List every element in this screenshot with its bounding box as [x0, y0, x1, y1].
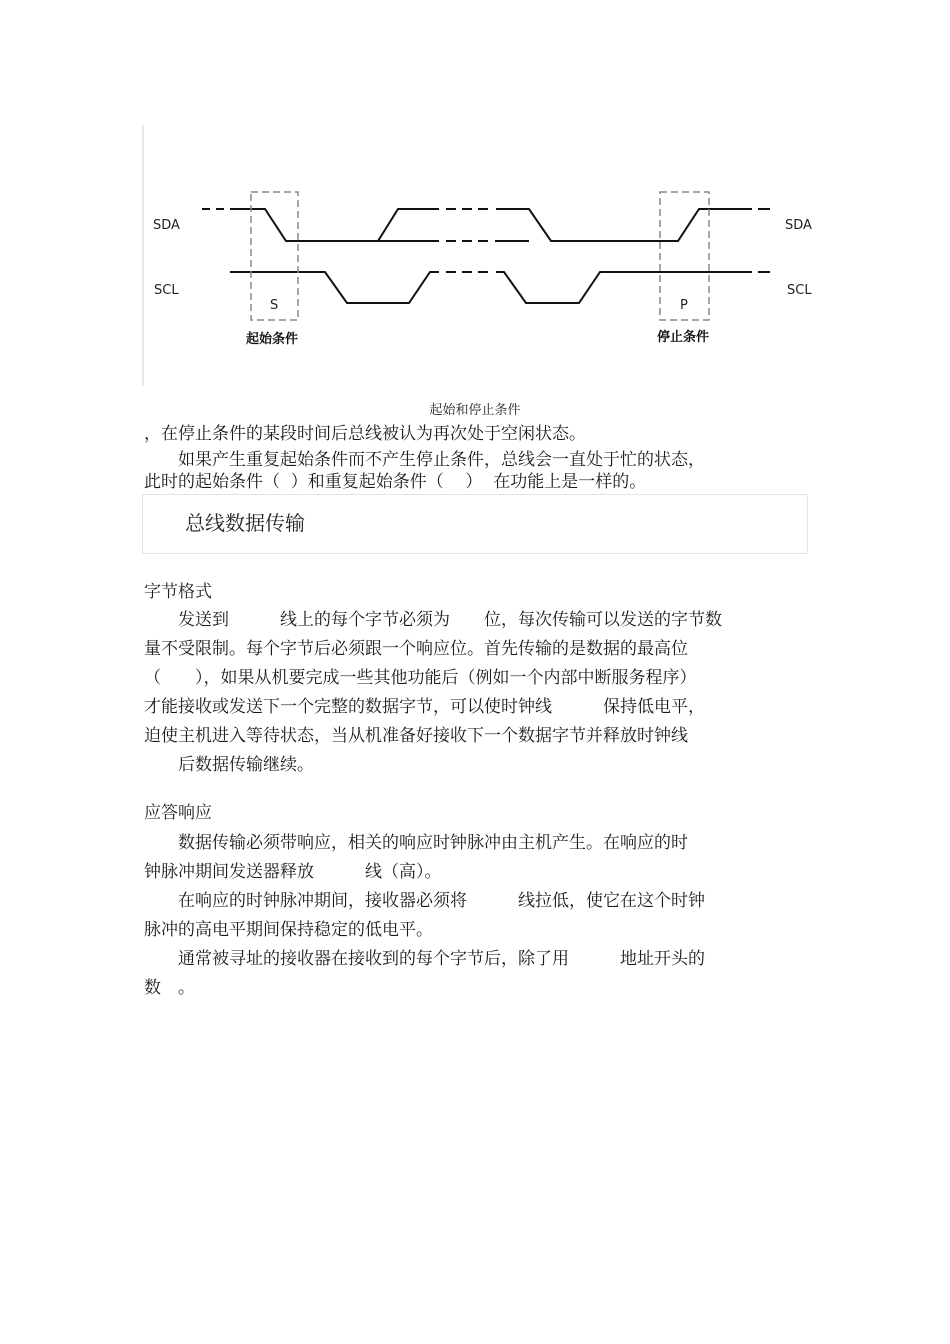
- start-marker: S: [270, 298, 279, 313]
- ack-line-5: 通常被寻址的接收器在接收到的每个字节后，除了用 地址开头的: [144, 949, 705, 969]
- stop-marker: P: [680, 298, 688, 313]
- scl-left-label: SCL: [154, 283, 179, 298]
- byte-format-line-4: 才能接收或发送下一个完整的数据字节，可以使时钟线 保持低电平，: [144, 697, 705, 717]
- byte-format-line-6: 后数据传输继续。: [144, 755, 314, 775]
- sda-right-label: SDA: [785, 218, 812, 233]
- byte-format-line-3: （ ），如果从机要完成一些其他功能后（例如一个内部中断服务程序）: [144, 668, 697, 688]
- paragraph-idle-line: ，在停止条件的某段时间后总线被认为再次处于空闲状态。: [144, 424, 586, 444]
- subheading-byte-format: 字节格式: [144, 582, 212, 602]
- section-title: 总线数据传输: [185, 511, 305, 535]
- sda-waveform: [202, 209, 770, 241]
- timing-diagram: [140, 122, 830, 392]
- ack-line-2: 钟脉冲期间发送器释放 线（高）。: [144, 862, 442, 882]
- timing-diagram-svg: [140, 122, 830, 392]
- ack-line-3: 在响应的时钟脉冲期间，接收器必须将 线拉低，使它在这个时钟: [144, 891, 705, 911]
- ack-line-6: 数 。: [144, 978, 195, 998]
- sda-left-label: SDA: [153, 218, 180, 233]
- figure-caption: 起始和停止条件: [429, 403, 521, 418]
- byte-format-line-5: 迫使主机进入等待状态，当从机准备好接收下一个数据字节并释放时钟线: [144, 726, 688, 746]
- byte-format-line-1: 发送到 线上的每个字节必须为 位，每次传输可以发送的字节数: [144, 610, 722, 630]
- scl-waveform: [230, 272, 770, 303]
- stop-condition-label: 停止条件: [657, 330, 710, 345]
- byte-format-line-2: 量不受限制。每个字节后必须跟一个响应位。首先传输的是数据的最高位: [144, 639, 688, 659]
- paragraph-repeat-start-line-1: 如果产生重复起始条件而不产生停止条件，总线会一直处于忙的状态，: [144, 450, 705, 470]
- section-heading-box: [142, 494, 808, 554]
- ack-line-4: 脉冲的高电平期间保持稳定的低电平。: [144, 920, 433, 940]
- ack-line-1: 数据传输必须带响应，相关的响应时钟脉冲由主机产生。在响应的时: [144, 833, 688, 853]
- scl-right-label: SCL: [787, 283, 812, 298]
- start-condition-label: 起始条件: [246, 332, 299, 347]
- paragraph-repeat-start-line-2: 此时的起始条件（ ）和重复起始条件（ ） 在功能上是一样的。: [144, 472, 647, 492]
- subheading-ack: 应答响应: [144, 803, 212, 823]
